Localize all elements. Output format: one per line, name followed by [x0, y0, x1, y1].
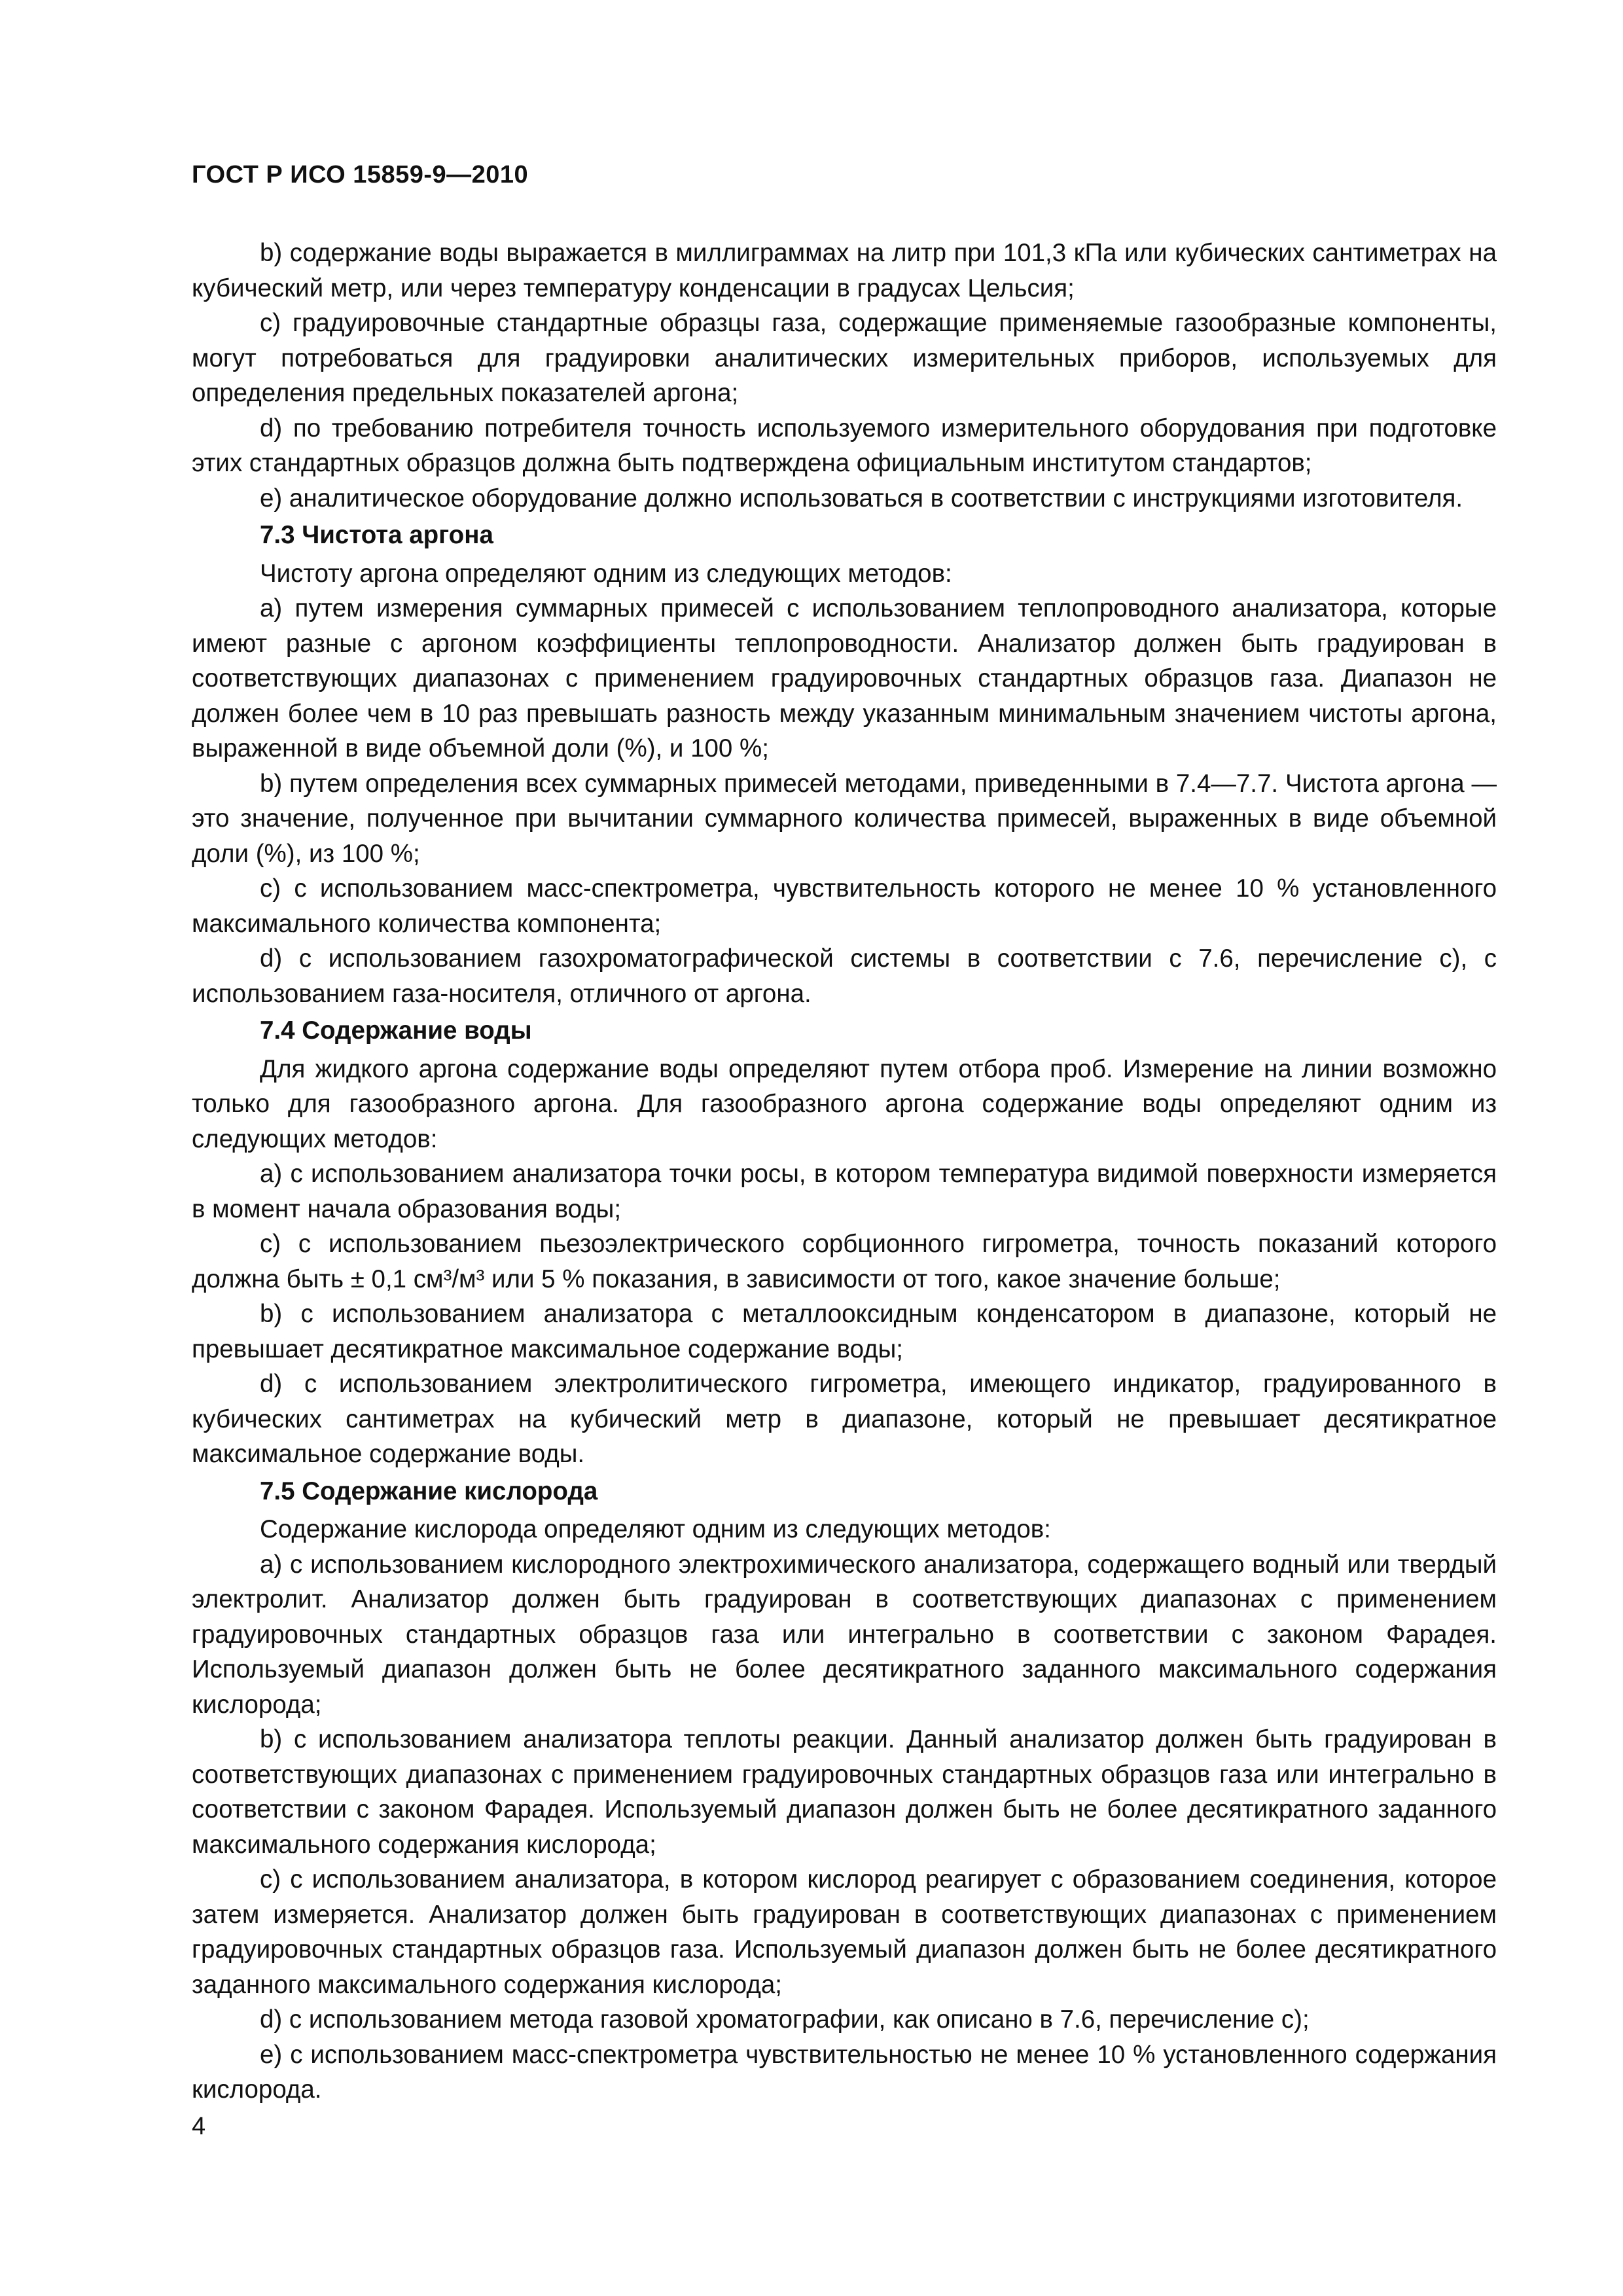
paragraph: d) с использованием метода газовой хроматографии, как описано в 7.6, перечисление c); — [260, 2005, 1310, 2034]
paragraph: a) путем измерения суммарных примесей с использованием теплопроводного анализатора, которые имеют разные с аргоном коэффициенты теплопроводности. Анализатор должен быть градуирован в соответствующих диапазонах с применением градуировочных стандартных образцов газа. Диапазон не должен более чем в 10 раз превышать разность между указанным минимальным значением чистоты аргона, выраженной в виде объемной доли (%), и 100 %; — [192, 594, 1497, 762]
paragraph: d) с использованием электролитического гигрометра, имеющего индикатор, градуированного в кубических сантиметрах на кубический метр в диапазоне, который не превышает десятикратное максимальное содержание воды. — [192, 1370, 1497, 1468]
section-heading: 7.4 Содержание воды — [260, 1016, 532, 1045]
paragraph: e) аналитическое оборудование должно использоваться в соответствии с инструкциями изготовителя. — [260, 484, 1463, 512]
page-number: 4 — [192, 2113, 206, 2140]
paragraph: e) с использованием масс-спектрометра чувствительностью не менее 10 % установленного содержания кислорода. — [192, 2040, 1497, 2104]
paragraph: b) содержание воды выражается в миллиграммах на литр при 101,3 кПа или кубических сантиметрах на кубический метр, или через температуру конденсации в градусах Цельсия; — [192, 239, 1497, 302]
paragraph: d) по требованию потребителя точность используемого измерительного оборудования при подготовке этих стандартных образцов должна быть подтверждена официальным институтом стандартов; — [192, 414, 1497, 477]
paragraph: c) с использованием пьезоэлектрического сорбционного гигрометра, точность показаний которого должна быть ± 0,1 см³/м³ или 5 % показания, в зависимости от того, какое значение больше; — [192, 1230, 1497, 1293]
section-heading: 7.3 Чистота аргона — [260, 521, 493, 549]
document-body — [192, 236, 1497, 2108]
paragraph: b) путем определения всех суммарных примесей методами, приведенными в 7.4—7.7. Чистота аргона — это значение, полученное при вычитании суммарного количества примесей, выраженных в виде объемной доли (%), из 100 %; — [192, 769, 1497, 868]
paragraph: Чистоту аргона определяют одним из следующих методов: — [260, 559, 952, 588]
paragraph: a) с использованием кислородного электрохимического анализатора, содержащего водный или твердый электролит. Анализатор должен быть градуирован в соответствующих диапазонах с применением градуировочных стандартных образцов газа или интегрально в соответствии с законом Фарадея. Используемый диапазон должен быть не более десятикратного заданного максимального содержания кислорода; — [192, 1550, 1497, 1719]
paragraph: Содержание кислорода определяют одним из следующих методов: — [260, 1515, 1051, 1543]
paragraph: a) с использованием анализатора точки росы, в котором температура видимой поверхности измеряется в момент начала образования воды; — [192, 1160, 1497, 1223]
section-heading: 7.5 Содержание кислорода — [260, 1477, 598, 1505]
paragraph: b) с использованием анализатора теплоты реакции. Данный анализатор должен быть градуирован в соответствующих диапазонах с применением градуировочных стандартных образцов газа или интегрально в соответствии с законом Фарадея. Используемый диапазон должен быть не более десятикратного заданного максимального содержания кислорода; — [192, 1725, 1497, 1859]
paragraph: c) с использованием масс-спектрометра, чувствительность которого не менее 10 % установленного максимального количества компонента; — [192, 874, 1497, 938]
paragraph: c) градуировочные стандартные образцы газа, содержащие применяемые газообразные компоненты, могут потребоваться для градуировки аналитических измерительных приборов, используемых для определения предельных показателей аргона; — [192, 309, 1497, 407]
paragraph: c) с использованием анализатора, в котором кислород реагирует с образованием соединения, которое затем измеряется. Анализатор должен быть градуирован в соответствующих диапазонах с применением градуировочных стандартных образцов газа. Используемый диапазон должен быть не более десятикратного заданного максимального содержания кислорода; — [192, 1865, 1497, 1999]
document-header: ГОСТ Р ИСО 15859-9—2010 — [192, 161, 529, 188]
paragraph: b) с использованием анализатора с металлооксидным конденсатором в диапазоне, который не превышает десятикратное максимальное содержание воды; — [192, 1300, 1497, 1363]
paragraph: Для жидкого аргона содержание воды определяют путем отбора проб. Измерение на линии возможно только для газообразного аргона. Для газообразного аргона содержание воды определяют одним из следующих методов: — [192, 1054, 1497, 1153]
paragraph: d) с использованием газохроматографической системы в соответствии с 7.6, перечисление c), с использованием газа-носителя, отличного от аргона. — [192, 944, 1497, 1008]
